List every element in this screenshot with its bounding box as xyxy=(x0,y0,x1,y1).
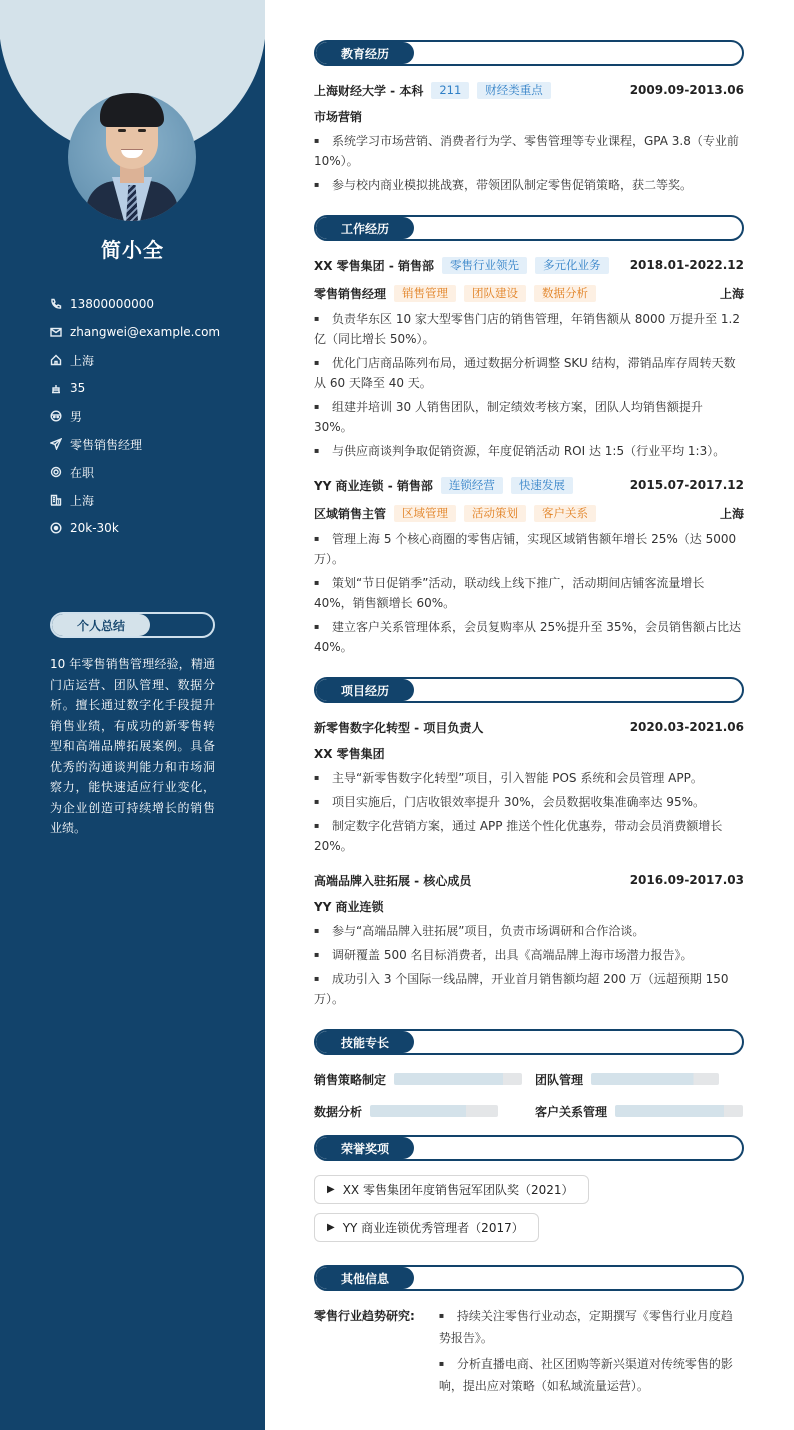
skill-item xyxy=(314,1069,535,1089)
contact-status xyxy=(50,458,220,486)
education-date: 2009.09-2013.06 xyxy=(629,83,744,97)
salary-icon xyxy=(50,522,62,534)
mail-icon xyxy=(50,326,62,338)
project-org: XX 零售集团 xyxy=(314,747,385,761)
list-item: ▪ 建立客户关系管理体系，会员复购率从 25%提升至 35%，会员销售额占比达 40%。 xyxy=(314,617,744,657)
job-date: 2015.07-2017.12 xyxy=(629,478,744,492)
job-position: 区域销售主管 xyxy=(314,506,387,521)
summary-section-title: 个人总结 xyxy=(52,614,150,636)
school-tag: 财经类重点 xyxy=(477,82,551,99)
company-name: XX 零售集团 - 销售部 xyxy=(314,258,435,273)
work-section xyxy=(314,215,744,657)
major: 市场营销 xyxy=(314,110,363,124)
company-tag: 零售行业领先 xyxy=(442,257,527,274)
status-icon xyxy=(50,466,62,478)
award-label: YY 商业连锁优秀管理者（2017） xyxy=(342,1221,524,1235)
job-date: 2018.01-2022.12 xyxy=(629,258,744,272)
section-title: 项目经历 xyxy=(316,679,414,701)
contact-value: 35 xyxy=(70,381,86,395)
project-entry xyxy=(314,870,744,1009)
list-item: ▪ 与供应商谈判争取促销资源，年度促销活动 ROI 达 1:5（行业平均 1:3）。 xyxy=(314,441,744,461)
award-item[interactable] xyxy=(314,1213,539,1242)
skill-tag: 区域管理 xyxy=(394,505,456,522)
job-company-row xyxy=(314,255,744,275)
awards-section xyxy=(314,1135,744,1251)
education-section xyxy=(314,40,744,195)
job-position-row xyxy=(314,503,744,523)
skill-tag: 数据分析 xyxy=(534,285,596,302)
triangle-right-icon: ▶ xyxy=(327,1184,335,1195)
skill-item xyxy=(314,1101,535,1121)
list-item: ▪ 优化门店商品陈列布局，通过数据分析调整 SKU 结构，滞销品库存周转天数从 60 天降至 40 天。 xyxy=(314,353,744,393)
list-item: ▪ 制定数字化营销方案，通过 APP 推送个性化优惠券，带动会员消费额增长 20%。 xyxy=(314,816,744,856)
contact-value: zhangwei@example.com xyxy=(70,325,221,339)
skill-bar xyxy=(615,1105,743,1117)
skills-section-header xyxy=(314,1029,744,1055)
school-name: 上海财经大学 - 本科 xyxy=(314,83,424,98)
contact-age xyxy=(50,374,220,402)
skill-label: 数据分析 xyxy=(314,1104,363,1119)
project-date: 2020.03-2021.06 xyxy=(629,720,744,734)
skill-label: 销售策略制定 xyxy=(314,1072,387,1087)
skill-tag: 团队建设 xyxy=(464,285,526,302)
project-entry xyxy=(314,717,744,856)
contact-position xyxy=(50,430,220,458)
summary-section-header xyxy=(50,612,215,638)
sidebar xyxy=(0,0,265,1430)
list-item: ▪ 负责华东区 10 家大型零售门店的销售管理，年销售额从 8000 万提升至 1.2 亿（同比增长 50%）。 xyxy=(314,309,744,349)
education-section-header xyxy=(314,40,744,66)
skill-tag: 客户关系 xyxy=(534,505,596,522)
other-info xyxy=(314,1305,744,1401)
list-item: ▪ 主导“新零售数字化转型”项目，引入智能 POS 系统和会员管理 APP。 xyxy=(314,768,744,788)
skill-bar xyxy=(591,1073,719,1085)
list-item: ▪ 成功引入 3 个国际一线品牌，开业首月销售额均超 200 万（远超预期 150 万）。 xyxy=(314,969,744,1009)
skill-bar xyxy=(394,1073,522,1085)
list-item: ▪ 参与校内商业模拟挑战赛，带领团队制定零售促销策略，获二等奖。 xyxy=(314,175,744,195)
section-title: 工作经历 xyxy=(316,217,414,239)
contact-phone xyxy=(50,290,220,318)
company-tag: 连锁经营 xyxy=(441,477,503,494)
main-content xyxy=(314,40,744,1415)
company-tag: 快速发展 xyxy=(511,477,573,494)
list-item: ▪ 策划“节日促销季”活动，联动线上线下推广，活动期间店铺客流量增长 40%，销售额增长 60%。 xyxy=(314,573,744,613)
contact-value: 上海 xyxy=(70,493,95,508)
skill-item xyxy=(535,1069,744,1089)
list-item: ▪ 组建并培训 30 人销售团队，制定绩效考核方案，团队人均销售额提升 30%。 xyxy=(314,397,744,437)
triangle-right-icon: ▶ xyxy=(327,1222,335,1233)
projects-section-header xyxy=(314,677,744,703)
contact-value: 20k-30k xyxy=(70,521,119,535)
projects-section xyxy=(314,677,744,1009)
job-company-row xyxy=(314,475,744,495)
skill-item xyxy=(535,1101,744,1121)
section-title: 技能专长 xyxy=(316,1031,414,1053)
building-icon xyxy=(50,494,62,506)
list-item: ▪ 分析直播电商、社区团购等新兴渠道对传统零售的影响，提出应对策略（如私域流量运营）。 xyxy=(439,1353,744,1397)
job-position-row xyxy=(314,283,744,303)
contact-list xyxy=(50,290,220,542)
other-section xyxy=(314,1265,744,1401)
award-label: XX 零售集团年度销售冠军团队奖（2021） xyxy=(342,1183,574,1197)
company-name: YY 商业连锁 - 销售部 xyxy=(314,478,433,493)
other-bullets xyxy=(439,1305,744,1401)
project-date: 2016.09-2017.03 xyxy=(629,873,744,887)
avatar xyxy=(68,93,196,221)
job-position: 零售销售经理 xyxy=(314,286,387,301)
contact-home xyxy=(50,346,220,374)
send-icon xyxy=(50,438,62,450)
contact-value: 上海 xyxy=(70,353,95,368)
job-entry xyxy=(314,475,744,657)
age-icon xyxy=(50,382,62,394)
work-section-header xyxy=(314,215,744,241)
award-item[interactable] xyxy=(314,1175,589,1204)
list-item: ▪ 参与“高端品牌入驻拓展”项目，负责市场调研和合作洽谈。 xyxy=(314,921,744,941)
job-entry xyxy=(314,255,744,461)
skill-tag: 销售管理 xyxy=(394,285,456,302)
candidate-name: 简小全 xyxy=(101,238,164,262)
contact-value: 男 xyxy=(70,409,83,424)
project-header-row xyxy=(314,870,744,890)
project-header-row xyxy=(314,717,744,737)
section-title: 教育经历 xyxy=(316,42,414,64)
project-name: 高端品牌入驻拓展 - 核心成员 xyxy=(314,873,472,888)
list-item: ▪ 管理上海 5 个核心商圈的零售店铺，实现区域销售额年增长 25%（达 5000 万）。 xyxy=(314,529,744,569)
contact-email xyxy=(50,318,220,346)
contact-value: 零售销售经理 xyxy=(70,437,143,452)
contact-city xyxy=(50,486,220,514)
project-bullets xyxy=(314,921,744,1009)
phone-icon xyxy=(50,298,62,310)
list-item: ▪ 项目实施后，门店收银效率提升 30%，会员数据收集准确率达 95%。 xyxy=(314,792,744,812)
skill-label: 客户关系管理 xyxy=(535,1104,608,1119)
skills-grid xyxy=(314,1069,744,1121)
contact-value: 13800000000 xyxy=(70,297,154,311)
home-icon xyxy=(50,354,62,366)
awards-list xyxy=(314,1175,744,1251)
section-title: 其他信息 xyxy=(316,1267,414,1289)
other-section-header xyxy=(314,1265,744,1291)
list-item: ▪ 持续关注零售行业动态，定期撰写《零售行业月度趋势报告》。 xyxy=(439,1305,744,1349)
job-bullets xyxy=(314,529,744,657)
contact-value: 在职 xyxy=(70,465,95,480)
contact-gender xyxy=(50,402,220,430)
skill-label: 团队管理 xyxy=(535,1072,584,1087)
project-name: 新零售数字化转型 - 项目负责人 xyxy=(314,720,484,735)
gender-icon xyxy=(50,410,62,422)
school-tag: 211 xyxy=(431,82,469,99)
list-item: ▪ 系统学习市场营销、消费者行为学、零售管理等专业课程，GPA 3.8（专业前 10%）。 xyxy=(314,131,744,171)
job-location: 上海 xyxy=(719,506,744,521)
skill-bar xyxy=(370,1105,498,1117)
summary-text: 10 年零售销售管理经验，精通门店运营、团队管理、数据分析。擅长通过数字化手段提升销售业绩，有成功的新零售转型和高端品牌拓展案例。具备优秀的沟通谈判能力和市场洞察力，能快速适应行业变化，为企业创造可持续增长的销售业绩。 xyxy=(50,657,215,835)
project-bullets xyxy=(314,768,744,856)
skills-section xyxy=(314,1029,744,1121)
awards-section-header xyxy=(314,1135,744,1161)
education-bullets xyxy=(314,131,744,195)
job-bullets xyxy=(314,309,744,461)
contact-salary xyxy=(50,514,220,542)
skill-tag: 活动策划 xyxy=(464,505,526,522)
project-org: YY 商业连锁 xyxy=(314,900,384,914)
job-location: 上海 xyxy=(719,286,744,301)
section-title: 荣誉奖项 xyxy=(316,1137,414,1159)
list-item: ▪ 调研覆盖 500 名目标消费者，出具《高端品牌上海市场潜力报告》。 xyxy=(314,945,744,965)
education-header-row xyxy=(314,80,744,100)
company-tag: 多元化业务 xyxy=(535,257,609,274)
other-label: 零售行业趋势研究: xyxy=(314,1309,415,1323)
